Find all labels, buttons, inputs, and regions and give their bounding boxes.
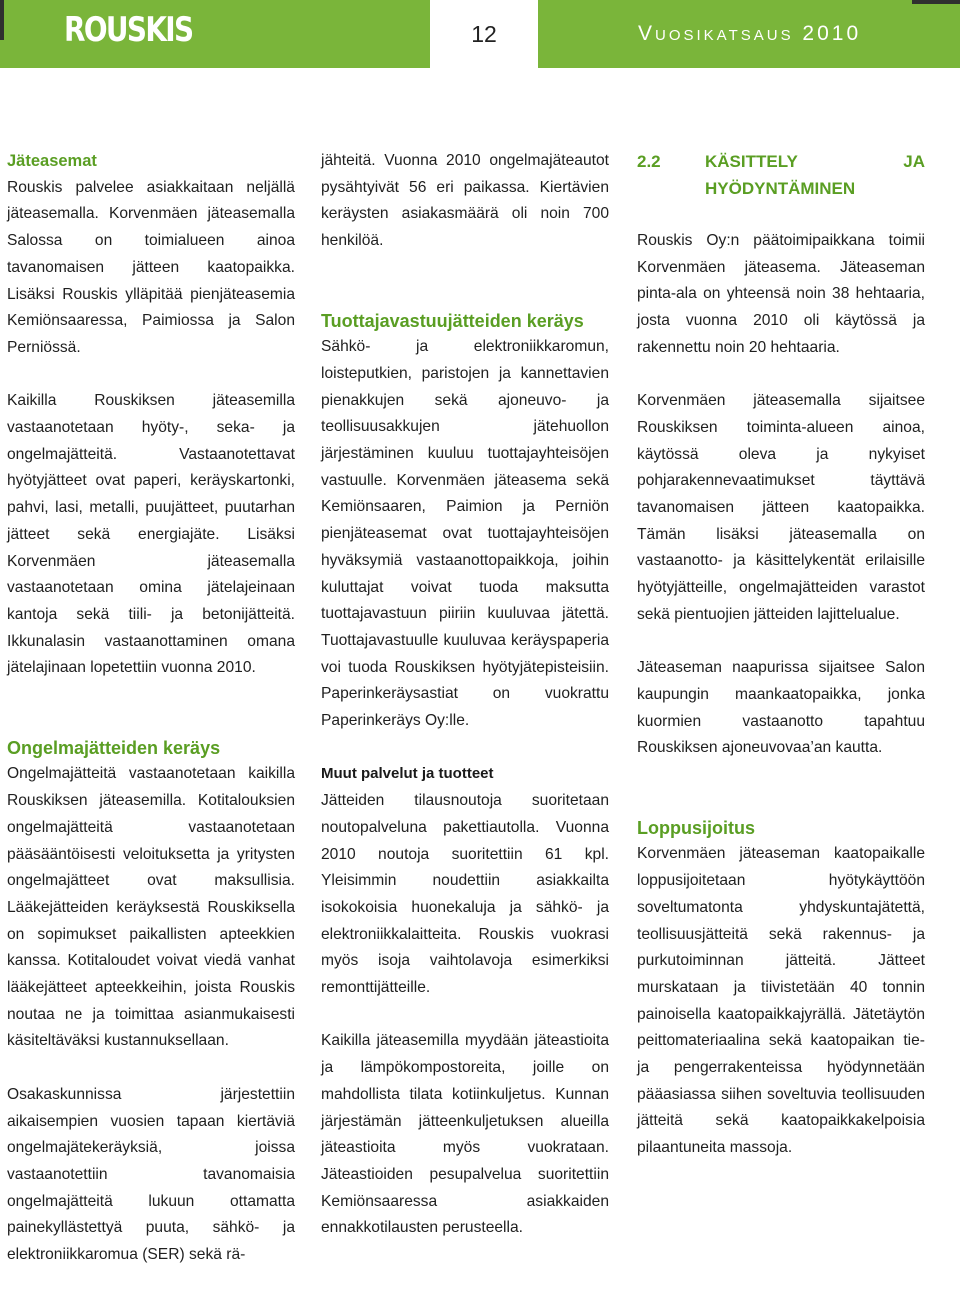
heading-ongelmajatteiden-keravs: Ongelmajätteiden keräys — [7, 737, 221, 758]
heading-jateasemat: Jäteasemat — [7, 152, 97, 170]
heading-muut-palvelut: Muut palvelut ja tuotteet — [321, 765, 494, 783]
section-heading — [637, 148, 925, 202]
document-title: Vuosikatsaus 2010 — [638, 22, 862, 45]
paragraph: Kaikilla Rouskiksen jäteasemilla vastaanotetaan hyöty-, seka- ja ongelmajätteitä. Vastaanotettavat hyötyjätteet ovat paperi, keräyskartonki, pahvi, lasi, metalli, puujätteet, puutarhan jätteet sekä energiajäte. Lisäksi Korvenmäen jäteasemalla vastaanotetaan omina jätelajeinaan kantoja sekä tiili- ja betonijätteitä. Ikkunalasin vastaanottaminen omana jätelajinaan lopetettiin vuonna 2010. — [7, 392, 295, 677]
heading-tuottajavastuujatteiden-keravs: Tuottajavastuujätteiden keräys — [321, 310, 584, 331]
paragraph: jähteitä. Vuonna 2010 ongelmajäteautot pysähtyivät 56 eri paikassa. Kiertävien keräysten asiakasmäärä oli noin 700 henkilöä. — [321, 152, 609, 250]
paragraph: Sähkö- ja elektroniikkaromun, loisteputkien, paristojen ja kannettavien pienakkujen sekä ajoneuvo- ja teollisuusakkujen jätehuollon järjestäminen kuuluu tuottajayhteisöjen vastuulle. Korvenmäen jäteasema sekä Kemiönsaaren, Paimion ja Perniön pienjäteasemat ovat tuottajayhteisöjen hyväksymiä vastaanottopaikkoja, joihin kuluttajat voivat tuoda maksutta tuottajavastuun piiriin kuuluvaa jätettä. Tuottajavastuulle kuuluvaa keräyspaperia voi tuoda Rouskiksen hyötyjätepisteisiin. Paperinkeräysastiat on vuokrattu Paperinkeräys Oy:lle. — [321, 338, 609, 730]
paragraph: Osakaskunnissa järjestettiin aikaisempien vuosien tapaan kiertäviä ongelmajätekeräyksiä, joissa vastaanotettiin tavanomaisia ongelmajätteitä lukuun ottamatta painekyllästettyä puuta, sähkö- ja elektroniikkaromua (SER) sekä rä- — [7, 1085, 295, 1264]
header-corner-mark — [0, 0, 4, 40]
paragraph: Jäteaseman naapurissa sijaitsee Salon kaupungin maankaatopaikka, jonka kuormien vastaanotto tapahtuu Rouskiksen ajoneuvovaa’an kautta. — [637, 659, 925, 757]
column-middle — [321, 148, 609, 1242]
header-corner-line — [912, 0, 960, 4]
page-header — [0, 0, 960, 68]
paragraph: Jätteiden tilausnoutoja suoritetaan noutopalveluna pakettiautolla. Vuonna 2010 noutoja suoritettiin 61 kpl. Yleisimmin noudettiin asiakkailta isokokoisia huonekaluja ja sähkö- ja elektroniikkalaitteita. Rouskis vuokrasi myös isoja vaihtolavoja esimerkiksi remonttijätteille. — [321, 792, 609, 997]
rouskis-logo: ROUSKIS — [64, 10, 193, 50]
paragraph: Kaikilla jäteasemilla myydään jäteastioita ja lämpökompostoreita, joille on mahdollista tilata kotiinkuljetus. Kunnan järjestämän jätteenkuljetuksen alueilla jäteastioita myös vuokrataan. Jäteastioiden pesupalvelua suoritettiin Kemiönsaaressa asiakkaiden ennakkotilausten perusteella. — [321, 1032, 609, 1237]
paragraph: Korvenmäen jäteasemalla sijaitsee Rouskiksen toiminta-alueen ainoa, käytössä oleva ja nykyiset pohjarakennevaatimukset täyttävä tavanomaisen jätteen kaatopaikka. Tämän lisäksi jäteasemalla on vastaanotto- ja käsittelykentät erilaisille hyötyjätteille, ongelmajätteiden varastot sekä pientuojien jätteiden lajittelualue. — [637, 392, 925, 623]
paragraph: Ongelmajätteitä vastaanotetaan kaikilla Rouskiksen jäteasemilla. Kotitalouksien ongelmajätteitä vastaanotetaan pääsääntöisesti veloituksetta ja yritysten ongelmajätteet ovat maksullisia. Lääkejätteiden keräyksestä Rouskiksella on sopimukset paikallisten apteekkien kanssa. Kotitaloudet voivat viedä vanhat lääkejätteet apteekkeihin, joista Rouskis noutaa ne ja toimittaa asianmukaisesti käsiteltäväksi kustannuksellaan. — [7, 765, 295, 1050]
column-left — [7, 148, 295, 1269]
column-right — [637, 148, 925, 1162]
heading-loppusijoitus: Loppusijoitus — [637, 817, 755, 838]
section-number: 2.2 — [637, 152, 661, 171]
paragraph: Rouskis Oy:n päätoimipaikkana toimii Korvenmäen jäteasema. Jäteaseman pinta-ala on yhteensä noin 38 hehtaaria, josta vuonna 2010 oli käytössä ja rakennettu noin 20 hehtaaria. — [637, 232, 925, 356]
paragraph: Rouskis palvelee asiakkaitaan neljällä jäteasemalla. Korvenmäen jäteasemalla Salossa on toimialueen ainoa tavanomaisen jätteen kaatopaikka. Lisäksi Rouskis ylläpitää pienjäteasemia Kemiönsaaressa, Paimiossa ja Salon Perniössä. — [7, 178, 295, 356]
section-title: KÄSITTELY JA HYÖDYNTÄMINEN — [705, 152, 925, 198]
page-number: 12 — [430, 0, 538, 68]
paragraph: Korvenmäen jäteaseman kaatopaikalle loppusijoitetaan hyötykäyttöön soveltumatonta yhdyskuntajätettä, teollisuusjätteitä sekä rakennus- ja purkutoiminnan jätteitä. Jätteet murskataan ja tiivistetään 40 tonnin painoisella kaatopaikkajyrällä. Jätetäytön peittomateriaalina sekä kaatopaikan tie- ja pengerrakenteissa hyödynnetään pääasiassa siihen soveltuvia teollisuuden jätteitä sekä kaatopaikkakelpoisia pilaantuneita massoja. — [637, 845, 925, 1157]
